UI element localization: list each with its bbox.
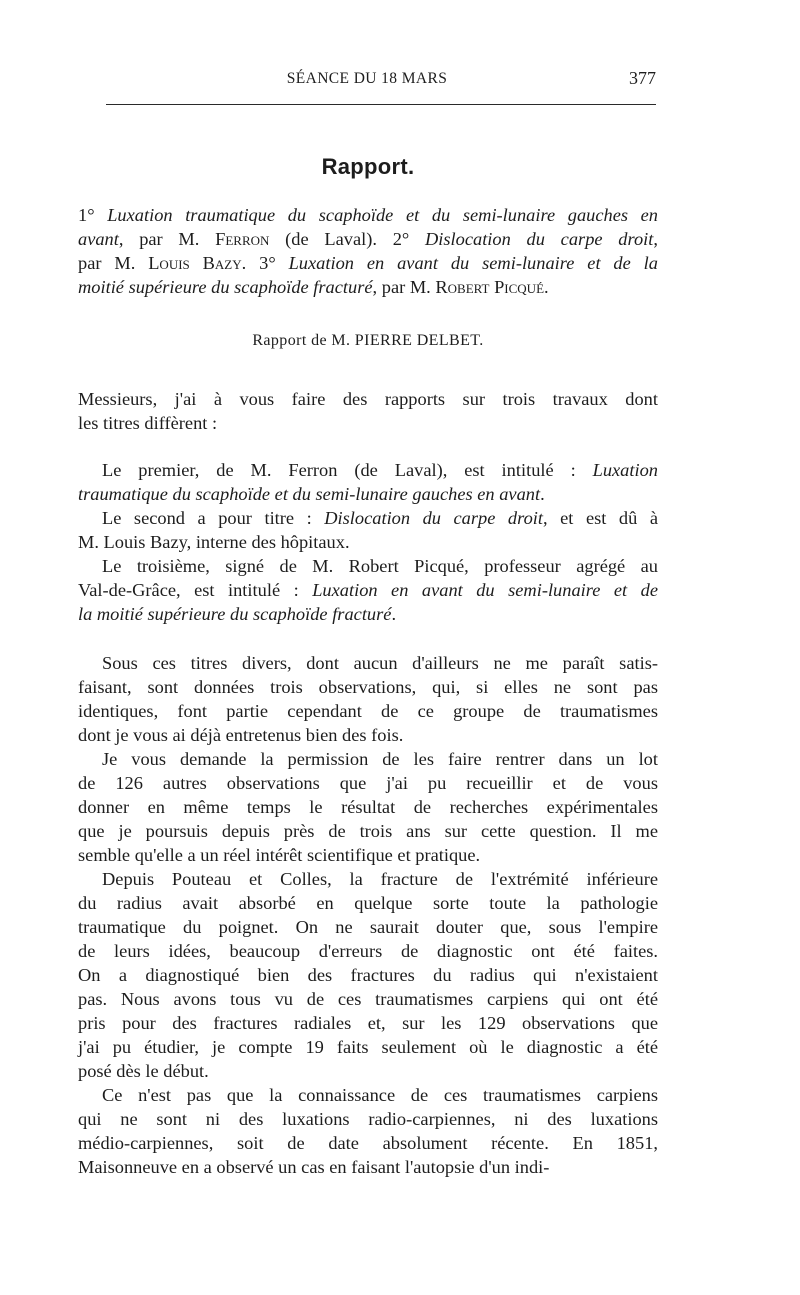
text-segment: les titres diffèrent : bbox=[78, 413, 218, 433]
text-line bbox=[78, 747, 658, 771]
text-line bbox=[78, 578, 658, 602]
body-paragraphs bbox=[78, 651, 658, 1179]
text-line bbox=[78, 915, 658, 939]
report-author: Rapport de M. PIERRE DELBET. bbox=[252, 332, 484, 349]
text-segment: dont je vous ai déjà entretenus bien des fois. bbox=[78, 725, 404, 745]
text-line bbox=[78, 651, 658, 675]
italic-text: Luxation en avant du semi-lunaire et de la bbox=[288, 253, 658, 273]
text-line bbox=[78, 939, 658, 963]
text-segment: posé dès le début. bbox=[78, 1061, 209, 1081]
italic-text: moitié supérieure du scaphoïde fracturé bbox=[78, 277, 373, 297]
intro-paragraph bbox=[78, 387, 658, 435]
italic-text: avant bbox=[78, 229, 119, 249]
text-line bbox=[78, 771, 658, 795]
text-segment: Robert Picqué bbox=[435, 277, 545, 297]
text-segment: On a diagnostiqué bien des fractures du radius qui n'existaient bbox=[78, 965, 658, 985]
text-line bbox=[78, 554, 658, 578]
text-line bbox=[78, 987, 658, 1011]
text-segment: , et est dû à bbox=[543, 508, 658, 528]
text-line bbox=[78, 227, 658, 251]
text-line bbox=[78, 891, 658, 915]
text-line bbox=[78, 1059, 658, 1083]
text-segment: . bbox=[540, 484, 545, 504]
text-segment: Ferron bbox=[215, 229, 270, 249]
text-segment: pas. Nous avons tous vu de ces traumatismes carpiens qui ont été bbox=[78, 989, 658, 1009]
text-segment: j'ai pu étudier, je compte 19 faits seulement où le diagnostic a été bbox=[78, 1037, 658, 1057]
text-segment: (de Laval). 2° bbox=[269, 229, 425, 249]
text-line bbox=[78, 843, 658, 867]
text-line bbox=[78, 963, 658, 987]
text-segment: de 126 autres observations que j'ai pu recueillir et de vous bbox=[78, 773, 658, 793]
text-segment: identiques, font partie cependant de ce groupe de traumatismes bbox=[78, 701, 658, 721]
text-segment: que je poursuis depuis près de trois ans sur cette question. Il me bbox=[78, 821, 658, 841]
page-number: 377 bbox=[629, 68, 656, 88]
italic-text: Luxation en avant du semi-lunaire et de bbox=[312, 580, 658, 600]
text-segment: Depuis Pouteau et Colles, la fracture de l'extrémité inférieure bbox=[102, 869, 658, 889]
text-line bbox=[78, 251, 658, 275]
text-segment: Le premier, de M. Ferron (de Laval), est intitulé : bbox=[102, 460, 593, 480]
text-segment: , par M. bbox=[372, 277, 436, 297]
running-header bbox=[78, 66, 656, 92]
text-line bbox=[78, 411, 658, 435]
text-segment: qui ne sont ni des luxations radio-carpiennes, ni des luxations bbox=[78, 1109, 658, 1129]
italic-text: la moitié supérieure du scaphoïde fracturé bbox=[78, 604, 392, 624]
text-segment: par M. bbox=[78, 253, 149, 273]
text-segment: 1° bbox=[78, 205, 108, 225]
text-line bbox=[78, 1131, 658, 1155]
text-line bbox=[78, 275, 658, 299]
text-line bbox=[78, 387, 658, 411]
text-segment: pris pour des fractures radiales et, sur les 129 observations que bbox=[78, 1013, 658, 1033]
titles-paragraphs bbox=[78, 458, 658, 626]
text-line bbox=[78, 1083, 658, 1107]
text-segment: Ce n'est pas que la connaissance de ces traumatismes carpiens bbox=[102, 1085, 658, 1105]
text-line bbox=[78, 203, 658, 227]
text-line bbox=[78, 795, 658, 819]
text-line bbox=[78, 482, 658, 506]
text-segment: Je vous demande la permission de les faire rentrer dans un lot bbox=[102, 749, 658, 769]
italic-text: Luxation bbox=[592, 460, 658, 480]
text-segment: donner en même temps le résultat de recherches expérimentales bbox=[78, 797, 658, 817]
text-segment: Le troisième, signé de M. Robert Picqué, professeur agrégé au bbox=[102, 556, 658, 576]
text-segment: , bbox=[653, 229, 658, 249]
text-line bbox=[78, 819, 658, 843]
running-title: SÉANCE DU 18 MARS bbox=[286, 70, 448, 87]
text-segment: faisant, sont données trois observations, qui, si elles ne sont pas bbox=[78, 677, 658, 697]
text-segment: . 3° bbox=[241, 253, 289, 273]
text-segment: de leurs idées, beaucoup d'erreurs de diagnostic ont été faites. bbox=[78, 941, 658, 961]
text-line bbox=[78, 867, 658, 891]
text-segment: Maisonneuve en a observé un cas en faisant l'autopsie d'un indi- bbox=[78, 1157, 550, 1177]
text-line bbox=[78, 723, 658, 747]
text-segment: du radius avait absorbé en quelque sorte toute la pathologie bbox=[78, 893, 658, 913]
italic-text: Dislocation du carpe droit bbox=[324, 508, 544, 528]
section-title: Rapport. bbox=[321, 154, 415, 179]
text-line bbox=[78, 602, 658, 626]
text-line bbox=[78, 1155, 658, 1179]
text-line bbox=[78, 675, 658, 699]
text-line bbox=[78, 1107, 658, 1131]
italic-text: Dislocation du carpe droit bbox=[424, 229, 654, 249]
text-segment: semble qu'elle a un réel intérêt scientifique et pratique. bbox=[78, 845, 481, 865]
italic-text: traumatique du scaphoïde et du semi-lunaire gauches en avant bbox=[78, 484, 541, 504]
text-line bbox=[78, 458, 658, 482]
text-line bbox=[78, 699, 658, 723]
header-rule bbox=[106, 104, 656, 105]
text-line bbox=[78, 530, 658, 554]
text-segment: . bbox=[544, 277, 549, 297]
text-segment: Louis Bazy bbox=[148, 253, 242, 273]
text-line bbox=[78, 1035, 658, 1059]
text-segment: Le second a pour titre : bbox=[102, 508, 325, 528]
text-line bbox=[78, 1011, 658, 1035]
text-segment: Sous ces titres divers, dont aucun d'ailleurs ne me paraît satis- bbox=[102, 653, 658, 673]
text-line bbox=[78, 506, 658, 530]
text-segment: Val-de-Grâce, est intitulé : bbox=[78, 580, 313, 600]
text-segment: M. Louis Bazy, interne des hôpitaux. bbox=[78, 532, 350, 552]
text-segment: . bbox=[391, 604, 397, 624]
text-segment: médio-carpiennes, soit de date absolument récente. En 1851, bbox=[78, 1133, 658, 1153]
italic-text: Luxation traumatique du scaphoïde et du semi-lunaire gauches en bbox=[107, 205, 658, 225]
text-segment: Messieurs, j'ai à vous faire des rapports sur trois travaux dont bbox=[78, 389, 658, 409]
works-list bbox=[78, 203, 658, 299]
text-segment: traumatique du poignet. On ne saurait douter que, sous l'empire bbox=[78, 917, 658, 937]
text-segment: , par M. bbox=[118, 229, 216, 249]
